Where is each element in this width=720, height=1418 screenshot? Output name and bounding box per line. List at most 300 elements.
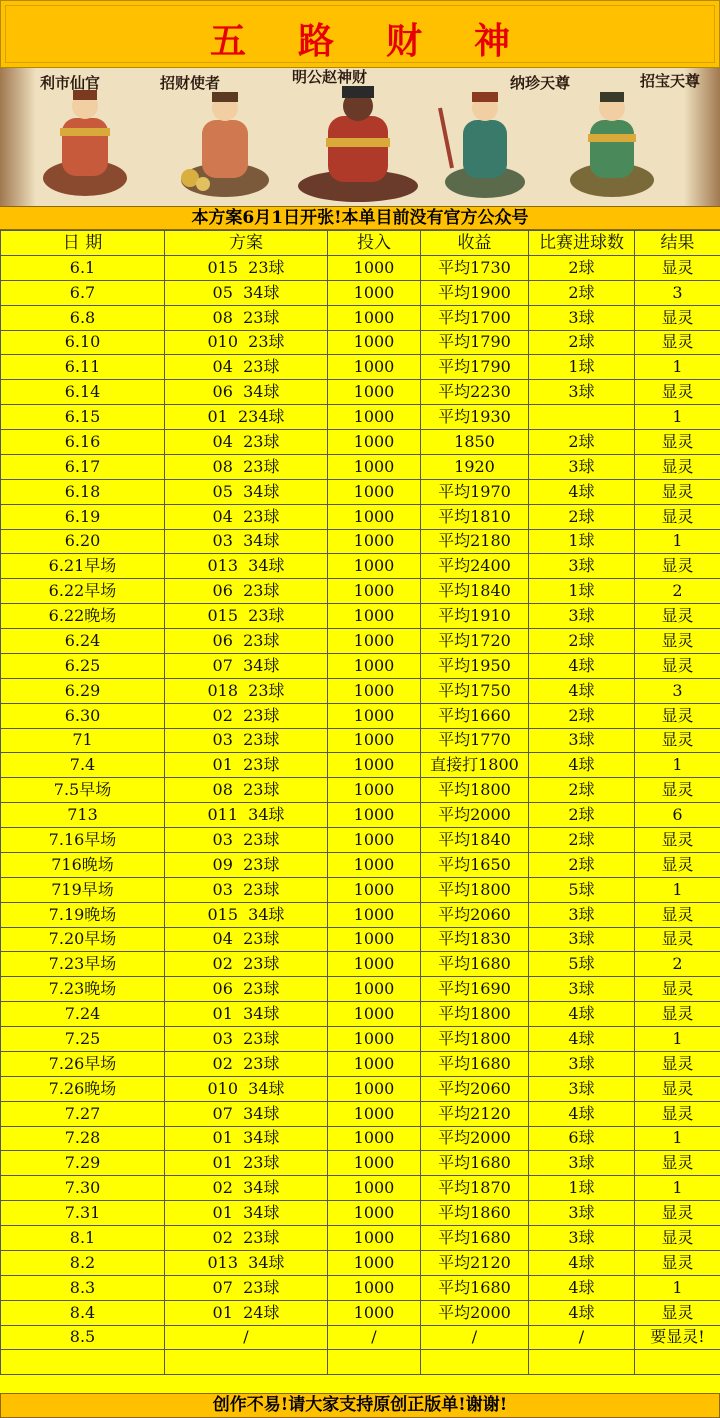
cell-plan: 013 34球 bbox=[165, 1250, 328, 1275]
table-row bbox=[1, 1076, 720, 1101]
deity-illustration bbox=[0, 68, 720, 206]
cell-plan: 08 23球 bbox=[165, 778, 328, 803]
cell-stake: 1000 bbox=[328, 305, 421, 330]
cell-return: 平均1720 bbox=[421, 629, 529, 654]
cell-return: 平均1970 bbox=[421, 479, 529, 504]
cell-result: 要显灵! bbox=[635, 1325, 720, 1350]
cell-return: 平均2180 bbox=[421, 529, 529, 554]
cell-plan: 013 34球 bbox=[165, 554, 328, 579]
cell-plan: 03 23球 bbox=[165, 728, 328, 753]
cell-return: 平均1930 bbox=[421, 405, 529, 430]
cell-date: 6.25 bbox=[1, 653, 165, 678]
table-row bbox=[1, 604, 720, 629]
cell-goals: 3球 bbox=[529, 728, 635, 753]
table-row bbox=[1, 728, 720, 753]
cell-goals: 2球 bbox=[529, 828, 635, 853]
table-row bbox=[1, 1002, 720, 1027]
cell-plan: 01 34球 bbox=[165, 1002, 328, 1027]
cell-return: 平均2000 bbox=[421, 803, 529, 828]
cell-date: 71 bbox=[1, 728, 165, 753]
table-row bbox=[1, 305, 720, 330]
header-stake: 投入 bbox=[328, 231, 421, 256]
cell-return: 1920 bbox=[421, 454, 529, 479]
cell-stake: 1000 bbox=[328, 1176, 421, 1201]
table-row bbox=[1, 1176, 720, 1201]
cell-goals bbox=[529, 1350, 635, 1375]
cell-stake: 1000 bbox=[328, 952, 421, 977]
cell-goals: 3球 bbox=[529, 927, 635, 952]
cell-stake: 1000 bbox=[328, 255, 421, 280]
cell-result: 显灵 bbox=[635, 653, 720, 678]
cell-stake: 1000 bbox=[328, 927, 421, 952]
cell-date: 6.20 bbox=[1, 529, 165, 554]
cell-stake: 1000 bbox=[328, 1101, 421, 1126]
cell-stake: 1000 bbox=[328, 1076, 421, 1101]
cell-stake: 1000 bbox=[328, 753, 421, 778]
cell-stake: 1000 bbox=[328, 778, 421, 803]
cell-result: 显灵 bbox=[635, 554, 720, 579]
cell-result: 显灵 bbox=[635, 1250, 720, 1275]
label-zhaogongming: 明公赵神财 bbox=[292, 68, 368, 86]
cell-plan: 03 34球 bbox=[165, 529, 328, 554]
cell-result: 显灵 bbox=[635, 778, 720, 803]
notice-bar: 本方案6月1日开张!本单目前没有官方公众号 bbox=[0, 206, 720, 230]
cell-result: 显灵 bbox=[635, 330, 720, 355]
cell-goals: 2球 bbox=[529, 803, 635, 828]
cell-plan: 018 23球 bbox=[165, 678, 328, 703]
cell-return: 平均2000 bbox=[421, 1300, 529, 1325]
cell-goals: 1球 bbox=[529, 529, 635, 554]
table-row bbox=[1, 877, 720, 902]
cell-plan: 04 23球 bbox=[165, 355, 328, 380]
table-row bbox=[1, 1350, 720, 1375]
cell-stake: 1000 bbox=[328, 1002, 421, 1027]
cell-goals: 2球 bbox=[529, 852, 635, 877]
cell-result: 显灵 bbox=[635, 1201, 720, 1226]
cell-result: 1 bbox=[635, 405, 720, 430]
table-row bbox=[1, 803, 720, 828]
cell-result: 显灵 bbox=[635, 927, 720, 952]
table-row bbox=[1, 977, 720, 1002]
cell-return: 平均1830 bbox=[421, 927, 529, 952]
cell-stake: 1000 bbox=[328, 454, 421, 479]
cell-return: 平均2230 bbox=[421, 380, 529, 405]
cell-result: 3 bbox=[635, 280, 720, 305]
cell-result: 显灵 bbox=[635, 255, 720, 280]
cell-stake: 1000 bbox=[328, 330, 421, 355]
cell-goals: 3球 bbox=[529, 554, 635, 579]
cell-date: 6.21早场 bbox=[1, 554, 165, 579]
cell-return: 平均1690 bbox=[421, 977, 529, 1002]
table-row bbox=[1, 1201, 720, 1226]
table-row bbox=[1, 255, 720, 280]
cell-return: 平均2120 bbox=[421, 1101, 529, 1126]
cell-date: 6.16 bbox=[1, 430, 165, 455]
cell-return: 平均1840 bbox=[421, 579, 529, 604]
table-row bbox=[1, 380, 720, 405]
table-row bbox=[1, 1250, 720, 1275]
cell-plan: 04 23球 bbox=[165, 927, 328, 952]
cell-stake: / bbox=[328, 1325, 421, 1350]
results-table bbox=[0, 230, 720, 1375]
header-goals: 比赛进球数 bbox=[529, 231, 635, 256]
cell-result: 1 bbox=[635, 1176, 720, 1201]
cell-date: 7.4 bbox=[1, 753, 165, 778]
table-row bbox=[1, 678, 720, 703]
cell-goals: 2球 bbox=[529, 430, 635, 455]
table-row bbox=[1, 529, 720, 554]
cell-date: 6.24 bbox=[1, 629, 165, 654]
header-plan: 方案 bbox=[165, 231, 328, 256]
cell-date: 7.20早场 bbox=[1, 927, 165, 952]
cell-date: 7.19晚场 bbox=[1, 902, 165, 927]
cell-result: 3 bbox=[635, 678, 720, 703]
cell-plan: 015 23球 bbox=[165, 604, 328, 629]
cell-return: 平均1800 bbox=[421, 1002, 529, 1027]
cell-result: 2 bbox=[635, 579, 720, 604]
cell-stake: 1000 bbox=[328, 902, 421, 927]
cell-return: 平均1800 bbox=[421, 778, 529, 803]
cell-goals: 2球 bbox=[529, 778, 635, 803]
cell-goals: 2球 bbox=[529, 504, 635, 529]
cell-stake: 1000 bbox=[328, 504, 421, 529]
cell-return: 平均2060 bbox=[421, 902, 529, 927]
cell-plan: 01 23球 bbox=[165, 1151, 328, 1176]
table-row bbox=[1, 778, 720, 803]
table-row bbox=[1, 454, 720, 479]
cell-goals: 3球 bbox=[529, 902, 635, 927]
cell-stake: 1000 bbox=[328, 479, 421, 504]
cell-return: / bbox=[421, 1325, 529, 1350]
table-row bbox=[1, 828, 720, 853]
label-nazhen: 纳珍天尊 bbox=[510, 74, 571, 92]
cell-plan: 01 234球 bbox=[165, 405, 328, 430]
cell-plan: 02 23球 bbox=[165, 703, 328, 728]
table-row bbox=[1, 504, 720, 529]
cell-goals: 3球 bbox=[529, 305, 635, 330]
table-row bbox=[1, 330, 720, 355]
table-row bbox=[1, 629, 720, 654]
table-row bbox=[1, 753, 720, 778]
page-title: 五路财神 bbox=[209, 20, 562, 62]
cell-return: 平均1900 bbox=[421, 280, 529, 305]
cell-date: 6.1 bbox=[1, 255, 165, 280]
cell-goals: 2球 bbox=[529, 255, 635, 280]
cell-plan: 011 34球 bbox=[165, 803, 328, 828]
cell-goals: 4球 bbox=[529, 1002, 635, 1027]
cell-date: 6.29 bbox=[1, 678, 165, 703]
cell-stake: 1000 bbox=[328, 1275, 421, 1300]
deity-banner-image bbox=[0, 68, 720, 206]
cell-plan: 03 23球 bbox=[165, 877, 328, 902]
table-row bbox=[1, 479, 720, 504]
label-lishi: 利市仙官 bbox=[40, 74, 101, 92]
cell-plan: 07 34球 bbox=[165, 1101, 328, 1126]
label-zhaocai: 招财使者 bbox=[160, 74, 221, 92]
cell-return: 平均1680 bbox=[421, 1275, 529, 1300]
cell-goals: 4球 bbox=[529, 1101, 635, 1126]
title-bar bbox=[0, 0, 720, 68]
cell-return: 平均1840 bbox=[421, 828, 529, 853]
table-row bbox=[1, 1027, 720, 1052]
cell-plan: 02 23球 bbox=[165, 1226, 328, 1251]
cell-stake: 1000 bbox=[328, 355, 421, 380]
cell-result: 显灵 bbox=[635, 1151, 720, 1176]
cell-date: 6.11 bbox=[1, 355, 165, 380]
table-row bbox=[1, 703, 720, 728]
cell-result: 1 bbox=[635, 355, 720, 380]
cell-return: 平均1750 bbox=[421, 678, 529, 703]
cell-stake: 1000 bbox=[328, 380, 421, 405]
cell-result: 显灵 bbox=[635, 703, 720, 728]
cell-return: 平均1650 bbox=[421, 852, 529, 877]
cell-result: 显灵 bbox=[635, 1300, 720, 1325]
cell-result: 1 bbox=[635, 877, 720, 902]
cell-stake: 1000 bbox=[328, 405, 421, 430]
header-result: 结果 bbox=[635, 231, 720, 256]
cell-date: 7.30 bbox=[1, 1176, 165, 1201]
cell-stake: 1000 bbox=[328, 604, 421, 629]
cell-goals: 3球 bbox=[529, 1151, 635, 1176]
cell-return: 平均1810 bbox=[421, 504, 529, 529]
cell-date: 6.22晚场 bbox=[1, 604, 165, 629]
cell-goals: 3球 bbox=[529, 604, 635, 629]
cell-plan: 09 23球 bbox=[165, 852, 328, 877]
cell-date: 7.5早场 bbox=[1, 778, 165, 803]
cell-stake: 1000 bbox=[328, 828, 421, 853]
cell-date: 6.14 bbox=[1, 380, 165, 405]
cell-plan: 06 23球 bbox=[165, 579, 328, 604]
cell-result: 显灵 bbox=[635, 828, 720, 853]
cell-result: 2 bbox=[635, 952, 720, 977]
footer-bar: 创作不易!请大家支持原创正版单!谢谢! bbox=[0, 1393, 720, 1418]
cell-result: 1 bbox=[635, 529, 720, 554]
cell-result: 1 bbox=[635, 1275, 720, 1300]
cell-stake: 1000 bbox=[328, 280, 421, 305]
cell-date: 7.31 bbox=[1, 1201, 165, 1226]
cell-date: 7.23早场 bbox=[1, 952, 165, 977]
cell-plan: 02 23球 bbox=[165, 1051, 328, 1076]
cell-goals: 6球 bbox=[529, 1126, 635, 1151]
cell-date: 7.24 bbox=[1, 1002, 165, 1027]
cell-goals: 2球 bbox=[529, 703, 635, 728]
cell-stake: 1000 bbox=[328, 1250, 421, 1275]
cell-plan: 04 23球 bbox=[165, 504, 328, 529]
cell-plan: 015 23球 bbox=[165, 255, 328, 280]
cell-date: 6.8 bbox=[1, 305, 165, 330]
cell-goals: 4球 bbox=[529, 753, 635, 778]
cell-stake: 1000 bbox=[328, 703, 421, 728]
cell-stake: 1000 bbox=[328, 1300, 421, 1325]
cell-date: 8.5 bbox=[1, 1325, 165, 1350]
cell-date: 6.22早场 bbox=[1, 579, 165, 604]
cell-result: 显灵 bbox=[635, 454, 720, 479]
cell-return: 平均1790 bbox=[421, 355, 529, 380]
table-row bbox=[1, 852, 720, 877]
cell-stake: 1000 bbox=[328, 653, 421, 678]
cell-goals: 3球 bbox=[529, 977, 635, 1002]
cell-goals: 3球 bbox=[529, 1076, 635, 1101]
cell-plan: 07 23球 bbox=[165, 1275, 328, 1300]
cell-plan: 08 23球 bbox=[165, 454, 328, 479]
cell-goals: 4球 bbox=[529, 678, 635, 703]
table-header-row bbox=[1, 231, 720, 256]
cell-plan: 03 23球 bbox=[165, 1027, 328, 1052]
cell-goals bbox=[529, 405, 635, 430]
cell-result: 显灵 bbox=[635, 629, 720, 654]
cell-date: 6.18 bbox=[1, 479, 165, 504]
cell-result: 显灵 bbox=[635, 728, 720, 753]
cell-date: 6.17 bbox=[1, 454, 165, 479]
cell-plan: 06 34球 bbox=[165, 380, 328, 405]
cell-stake: 1000 bbox=[328, 629, 421, 654]
cell-result bbox=[635, 1350, 720, 1375]
cell-date: 716晚场 bbox=[1, 852, 165, 877]
cell-plan: 06 23球 bbox=[165, 629, 328, 654]
cell-plan: 01 23球 bbox=[165, 753, 328, 778]
table-row bbox=[1, 579, 720, 604]
cell-return: 平均1910 bbox=[421, 604, 529, 629]
cell-result: 6 bbox=[635, 803, 720, 828]
cell-plan: 08 23球 bbox=[165, 305, 328, 330]
cell-stake: 1000 bbox=[328, 877, 421, 902]
cell-return: 平均2000 bbox=[421, 1126, 529, 1151]
table-row bbox=[1, 902, 720, 927]
cell-result: 显灵 bbox=[635, 902, 720, 927]
cell-date: 8.4 bbox=[1, 1300, 165, 1325]
cell-return: 平均1680 bbox=[421, 952, 529, 977]
cell-return: 平均1950 bbox=[421, 653, 529, 678]
cell-result: 显灵 bbox=[635, 1076, 720, 1101]
cell-plan: 01 24球 bbox=[165, 1300, 328, 1325]
cell-result: 显灵 bbox=[635, 380, 720, 405]
cell-stake: 1000 bbox=[328, 678, 421, 703]
cell-stake: 1000 bbox=[328, 1027, 421, 1052]
cell-stake: 1000 bbox=[328, 1051, 421, 1076]
cell-return: 平均1800 bbox=[421, 877, 529, 902]
cell-date: 7.26早场 bbox=[1, 1051, 165, 1076]
cell-result: 显灵 bbox=[635, 1002, 720, 1027]
cell-return: 平均1730 bbox=[421, 255, 529, 280]
cell-date: 7.26晚场 bbox=[1, 1076, 165, 1101]
cell-goals: 4球 bbox=[529, 1027, 635, 1052]
cell-goals: 3球 bbox=[529, 454, 635, 479]
cell-result: 显灵 bbox=[635, 504, 720, 529]
cell-result: 显灵 bbox=[635, 977, 720, 1002]
cell-plan: 01 34球 bbox=[165, 1126, 328, 1151]
cell-goals: 3球 bbox=[529, 1201, 635, 1226]
table-body bbox=[1, 255, 720, 1374]
cell-date: 6.19 bbox=[1, 504, 165, 529]
table-row bbox=[1, 554, 720, 579]
cell-return: 平均1800 bbox=[421, 1027, 529, 1052]
cell-date: 7.29 bbox=[1, 1151, 165, 1176]
cell-goals: 1球 bbox=[529, 579, 635, 604]
cell-plan: 03 23球 bbox=[165, 828, 328, 853]
cell-date: 6.10 bbox=[1, 330, 165, 355]
cell-goals: 4球 bbox=[529, 479, 635, 504]
cell-return: 平均1680 bbox=[421, 1226, 529, 1251]
cell-date: 6.15 bbox=[1, 405, 165, 430]
cell-stake bbox=[328, 1350, 421, 1375]
cell-date: 8.2 bbox=[1, 1250, 165, 1275]
cell-date: 719早场 bbox=[1, 877, 165, 902]
table-row bbox=[1, 1051, 720, 1076]
cell-plan: / bbox=[165, 1325, 328, 1350]
cell-stake: 1000 bbox=[328, 529, 421, 554]
cell-result: 1 bbox=[635, 753, 720, 778]
cell-plan: 05 34球 bbox=[165, 479, 328, 504]
cell-return: 平均1680 bbox=[421, 1151, 529, 1176]
cell-goals: 5球 bbox=[529, 877, 635, 902]
table-row bbox=[1, 1275, 720, 1300]
cell-stake: 1000 bbox=[328, 803, 421, 828]
cell-result: 显灵 bbox=[635, 1226, 720, 1251]
cell-return: 平均2060 bbox=[421, 1076, 529, 1101]
cell-stake: 1000 bbox=[328, 852, 421, 877]
cell-return: 平均2400 bbox=[421, 554, 529, 579]
cell-stake: 1000 bbox=[328, 977, 421, 1002]
cell-date: 8.1 bbox=[1, 1226, 165, 1251]
cell-result: 显灵 bbox=[635, 852, 720, 877]
cell-goals: 4球 bbox=[529, 1275, 635, 1300]
cell-goals: 2球 bbox=[529, 330, 635, 355]
cell-plan bbox=[165, 1350, 328, 1375]
cell-result: 显灵 bbox=[635, 1101, 720, 1126]
cell-return: 平均1770 bbox=[421, 728, 529, 753]
cell-plan: 02 23球 bbox=[165, 952, 328, 977]
cell-goals: 5球 bbox=[529, 952, 635, 977]
cell-date: 6.7 bbox=[1, 280, 165, 305]
cell-return: 平均1660 bbox=[421, 703, 529, 728]
table-row bbox=[1, 280, 720, 305]
cell-stake: 1000 bbox=[328, 579, 421, 604]
cell-stake: 1000 bbox=[328, 1201, 421, 1226]
cell-return: 平均2120 bbox=[421, 1250, 529, 1275]
cell-return: 直接打1800 bbox=[421, 753, 529, 778]
label-zhaobao: 招宝天尊 bbox=[640, 72, 701, 90]
cell-result: 显灵 bbox=[635, 305, 720, 330]
header-return: 收益 bbox=[421, 231, 529, 256]
cell-stake: 1000 bbox=[328, 1226, 421, 1251]
cell-plan: 010 34球 bbox=[165, 1076, 328, 1101]
cell-return: 平均1790 bbox=[421, 330, 529, 355]
cell-date: 7.23晚场 bbox=[1, 977, 165, 1002]
cell-stake: 1000 bbox=[328, 728, 421, 753]
cell-date: 7.25 bbox=[1, 1027, 165, 1052]
cell-result: 1 bbox=[635, 1126, 720, 1151]
cell-plan: 02 34球 bbox=[165, 1176, 328, 1201]
cell-goals: 3球 bbox=[529, 380, 635, 405]
cell-stake: 1000 bbox=[328, 554, 421, 579]
cell-goals: 1球 bbox=[529, 355, 635, 380]
cell-date: 7.16早场 bbox=[1, 828, 165, 853]
table-row bbox=[1, 430, 720, 455]
cell-goals: 2球 bbox=[529, 280, 635, 305]
cell-goals: 4球 bbox=[529, 653, 635, 678]
table-row bbox=[1, 1126, 720, 1151]
table-row bbox=[1, 1151, 720, 1176]
cell-date: 6.30 bbox=[1, 703, 165, 728]
cell-result: 显灵 bbox=[635, 479, 720, 504]
cell-result: 显灵 bbox=[635, 1051, 720, 1076]
cell-return: 平均1680 bbox=[421, 1051, 529, 1076]
table-row bbox=[1, 355, 720, 380]
cell-goals: 3球 bbox=[529, 1226, 635, 1251]
cell-plan: 07 34球 bbox=[165, 653, 328, 678]
cell-stake: 1000 bbox=[328, 1151, 421, 1176]
cell-plan: 04 23球 bbox=[165, 430, 328, 455]
